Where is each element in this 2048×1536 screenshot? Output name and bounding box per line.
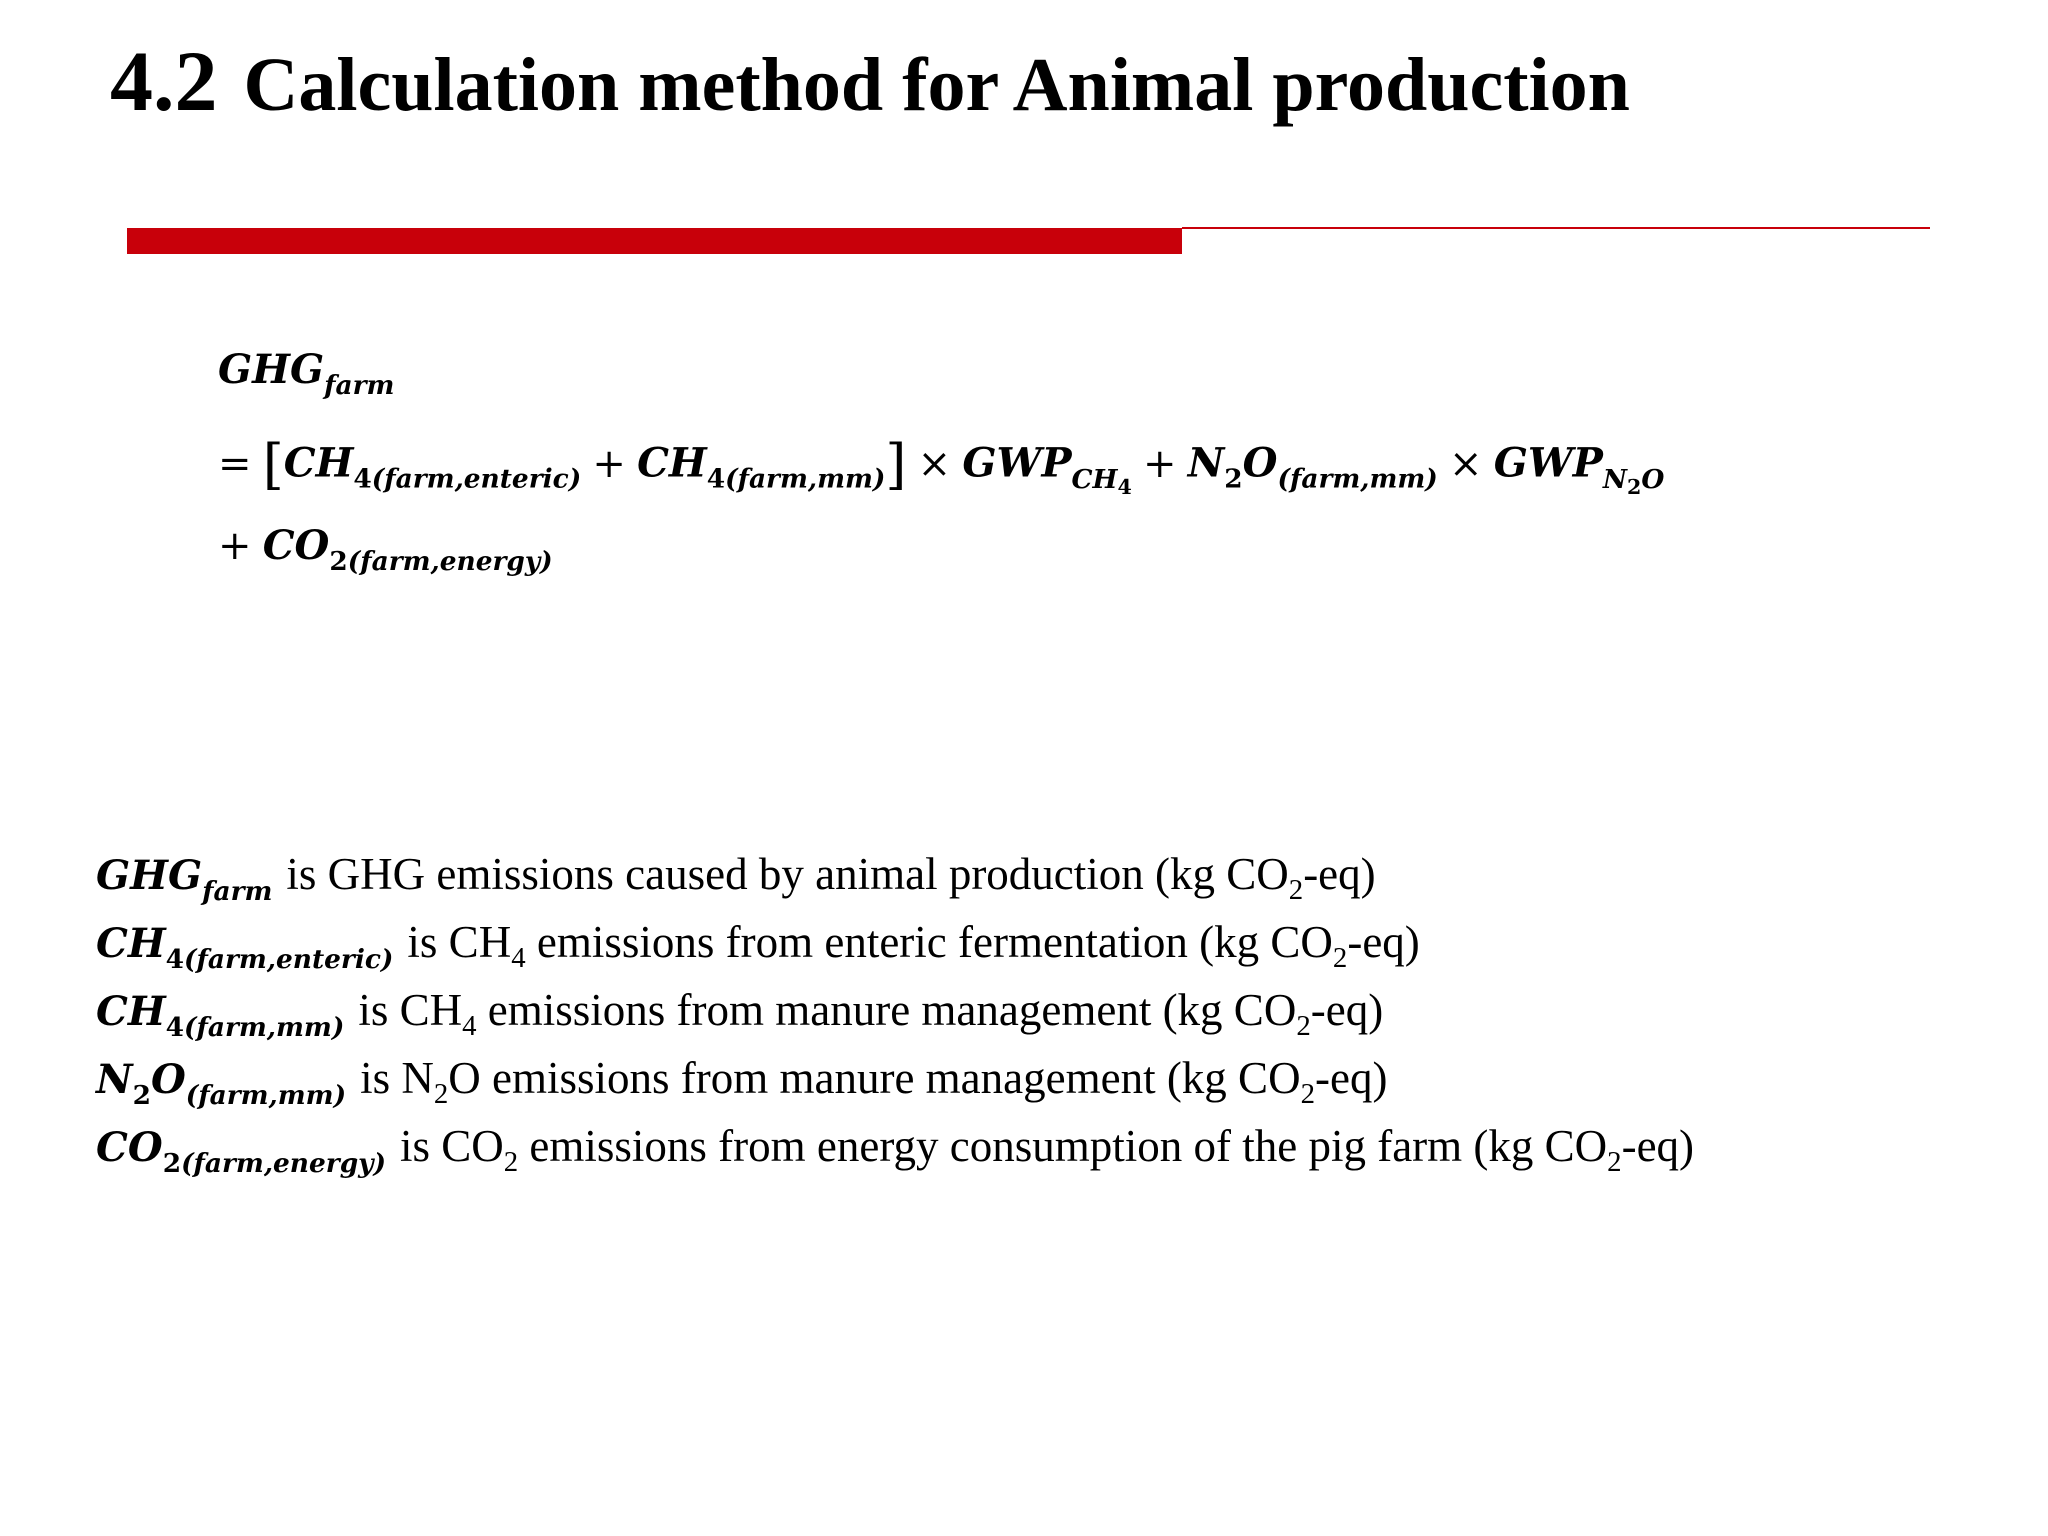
right-bracket: ]: [885, 433, 907, 496]
section-number: 4.2: [110, 33, 218, 129]
title-underline-thin: [1182, 227, 1930, 229]
times-sign: ×: [917, 440, 952, 487]
definition-ch4-mm: $CH_{4(farm,mm)}$ is $CH_4$ emissions from manure management (kg $CO_2-eq$): [96, 985, 1384, 1044]
definition-co2-energy: $CO_{2(farm,energy)}$ is $CO_2$ emissions from energy consumption of the pig farm (kg $CO_2-eq$): [96, 1121, 1695, 1180]
formula-lhs-ghg: GHG: [218, 346, 325, 393]
title-text: Calculation method for Animal production: [243, 43, 1630, 127]
term-co2-energy: CO: [262, 522, 330, 569]
definition-n2o-mm: $N_2O_{(farm,mm)}$ is $N_2O$ emissions from manure management (kg $CO_2-eq$): [96, 1053, 1388, 1112]
plus-sign: +: [592, 440, 626, 487]
slide-title: [110, 33, 1630, 129]
term-n2o-mm: N: [1187, 439, 1225, 487]
variable-definitions: [96, 840, 1694, 1180]
formula-lhs-sub: farm: [324, 370, 395, 402]
definition-ch4-enteric: $CH_{4(farm,enteric)}$ is $CH_4$ emissions from enteric fermentation (kg $CO_2-eq$): [96, 917, 1420, 976]
definition-ghg-farm: $GHG_{farm}$ is GHG emissions caused by animal production (kg $CO_2-eq$): [96, 849, 1376, 908]
term-ch4-enteric: CH: [283, 439, 354, 487]
term-ch4-mm: CH: [637, 439, 707, 487]
formula-line-2: = $[CH_{4(farm,enteric)} + CH_{4(farm,mm)}] \times GWP_{CH_4}+ N_2O_{(farm,mm)} \times GWP_{N_2O}$: [218, 433, 1665, 499]
term-gwp-ch4: GWP: [962, 439, 1072, 487]
formula-line-1: [218, 346, 395, 402]
term-gwp-n2o: GWP: [1493, 439, 1603, 487]
left-bracket: [: [262, 433, 284, 496]
formula-line-3: + $CO_{2(farm,energy)}$: [218, 522, 553, 578]
equals-sign: =: [218, 440, 252, 487]
title-underline-thick: [127, 228, 1182, 254]
